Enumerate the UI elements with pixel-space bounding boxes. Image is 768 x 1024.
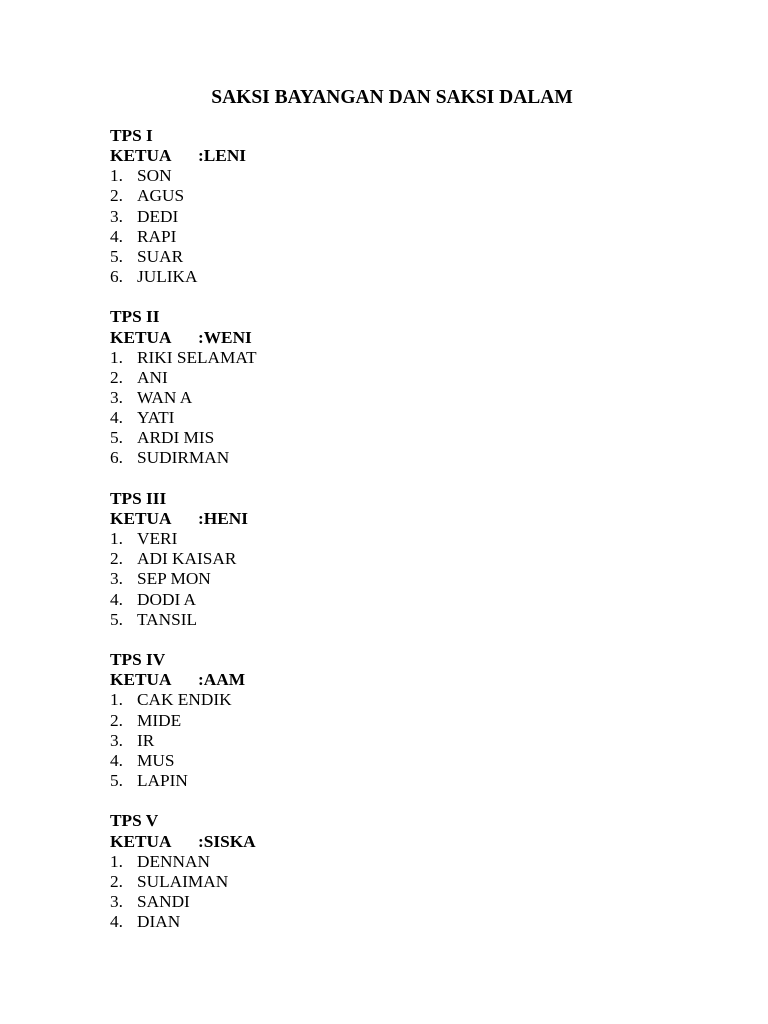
member-list-item	[110, 227, 710, 247]
member-list-item	[110, 852, 710, 872]
member-name: MUS	[137, 750, 175, 770]
member-name: IR	[137, 730, 155, 750]
member-number: 4.	[110, 750, 123, 770]
member-name: ADI KAISAR	[137, 549, 237, 569]
member-list-item	[110, 912, 710, 932]
member-name: SON	[137, 166, 172, 186]
ketua-separator: :	[198, 508, 204, 528]
member-name: LAPIN	[137, 770, 188, 790]
member-name: ARDI MIS	[137, 428, 215, 448]
member-list-item	[110, 247, 710, 267]
ketua-label: KETUA	[110, 327, 172, 347]
member-list-item	[110, 569, 710, 589]
tps-sections	[110, 126, 710, 953]
ketua-label: KETUA	[110, 831, 172, 851]
tps-section	[110, 650, 710, 791]
member-list-item	[110, 711, 710, 731]
member-number: 4.	[110, 408, 123, 428]
tps-heading: TPS I	[110, 126, 153, 145]
member-number: 2.	[110, 710, 123, 730]
member-list-item	[110, 610, 710, 630]
member-list-item	[110, 348, 710, 368]
tps-heading: TPS III	[110, 488, 167, 508]
document-title: SAKSI BAYANGAN DAN SAKSI DALAM	[211, 87, 573, 108]
member-number: 3.	[110, 569, 123, 589]
ketua-separator: :	[198, 670, 204, 690]
tps-heading: TPS II	[110, 307, 160, 327]
member-number: 1.	[110, 166, 123, 186]
member-name: DENNAN	[137, 851, 210, 871]
member-number: 5.	[110, 770, 123, 790]
member-list-item	[110, 207, 710, 227]
member-name: VERI	[137, 529, 178, 549]
tps-section	[110, 126, 710, 287]
member-list-item	[110, 549, 710, 569]
member-list-item	[110, 448, 710, 468]
member-number: 6.	[110, 266, 123, 286]
member-name: SUAR	[137, 246, 184, 266]
member-list-item	[110, 529, 710, 549]
member-number: 4.	[110, 589, 123, 609]
member-number: 2.	[110, 549, 123, 569]
member-list-item	[110, 751, 710, 771]
ketua-name: SISKA	[203, 831, 256, 851]
tps-section	[110, 307, 710, 468]
member-number: 4.	[110, 912, 123, 932]
member-name: MIDE	[137, 710, 182, 730]
member-number: 5.	[110, 246, 123, 266]
ketua-label: KETUA	[110, 670, 172, 690]
ketua-line	[110, 328, 710, 348]
ketua-name: AAM	[203, 670, 246, 690]
member-name: RAPI	[137, 226, 177, 246]
ketua-separator: :	[198, 831, 204, 851]
member-list-item	[110, 872, 710, 892]
member-number: 3.	[110, 387, 123, 407]
member-name: CAK ENDIK	[137, 690, 232, 710]
member-list-item	[110, 892, 710, 912]
member-list-item	[110, 368, 710, 388]
ketua-name: LENI	[203, 146, 247, 166]
member-number: 4.	[110, 226, 123, 246]
member-name: DODI A	[137, 589, 197, 609]
member-list-item	[110, 731, 710, 751]
ketua-separator: :	[198, 146, 204, 166]
member-number: 1.	[110, 851, 123, 871]
member-name: SULAIMAN	[137, 871, 229, 891]
ketua-line	[110, 509, 710, 529]
member-list-item	[110, 388, 710, 408]
member-number: 2.	[110, 186, 123, 206]
member-number: 3.	[110, 891, 123, 911]
member-name: SANDI	[137, 891, 190, 911]
member-name: SUDIRMAN	[137, 448, 230, 468]
member-number: 6.	[110, 448, 123, 468]
member-list-item	[110, 771, 710, 791]
member-number: 1.	[110, 690, 123, 710]
member-name: ANI	[137, 367, 168, 387]
member-name: DEDI	[137, 206, 179, 226]
member-number: 5.	[110, 609, 123, 629]
ketua-line	[110, 670, 710, 690]
member-list-item	[110, 408, 710, 428]
ketua-separator: :	[198, 327, 204, 347]
member-list-item	[110, 166, 710, 186]
member-name: AGUS	[137, 186, 185, 206]
member-number: 5.	[110, 428, 123, 448]
member-list-item	[110, 267, 710, 287]
member-number: 2.	[110, 871, 123, 891]
member-number: 1.	[110, 529, 123, 549]
member-list-item	[110, 590, 710, 610]
member-name: SEP MON	[137, 569, 211, 589]
ketua-label: KETUA	[110, 146, 172, 166]
member-name: TANSIL	[137, 609, 198, 629]
ketua-name: WENI	[203, 327, 252, 347]
ketua-label: KETUA	[110, 508, 172, 528]
member-name: WAN A	[137, 387, 193, 407]
member-name: RIKI SELAMAT	[137, 347, 257, 367]
member-number: 1.	[110, 347, 123, 367]
member-name: JULIKA	[137, 266, 198, 286]
member-name: YATI	[137, 408, 175, 428]
member-number: 3.	[110, 206, 123, 226]
member-list-item	[110, 186, 710, 206]
member-name: DIAN	[137, 912, 181, 932]
member-number: 3.	[110, 730, 123, 750]
ketua-line	[110, 832, 710, 852]
member-number: 2.	[110, 367, 123, 387]
ketua-line	[110, 146, 710, 166]
member-list-item	[110, 428, 710, 448]
member-list-item	[110, 690, 710, 710]
ketua-name: HENI	[203, 508, 248, 528]
tps-section	[110, 489, 710, 630]
tps-heading: TPS IV	[110, 650, 166, 670]
tps-heading: TPS V	[110, 811, 159, 831]
tps-section	[110, 811, 710, 932]
